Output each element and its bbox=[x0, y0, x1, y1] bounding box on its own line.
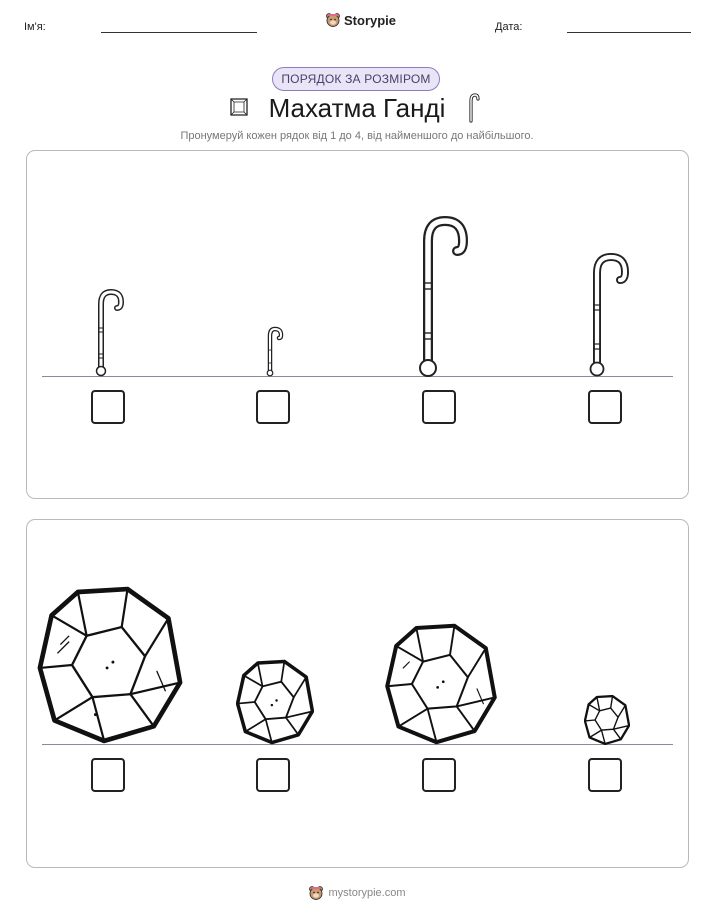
category-badge: ПОРЯДОК ЗА РОЗМІРОМ bbox=[272, 67, 440, 91]
ground-line bbox=[42, 376, 673, 377]
number-box[interactable] bbox=[91, 758, 125, 792]
number-box[interactable] bbox=[422, 390, 456, 424]
cane-item bbox=[262, 326, 284, 378]
crystal-item bbox=[584, 695, 630, 745]
number-box[interactable] bbox=[588, 758, 622, 792]
number-box[interactable] bbox=[588, 390, 622, 424]
instruction-text: Пронумеруй кожен рядок від 1 до 4, від найменшого до найбільшого. bbox=[180, 130, 534, 142]
ground-line bbox=[42, 744, 673, 745]
name-label: Ім'я: bbox=[24, 21, 46, 33]
crystal-item bbox=[236, 658, 314, 746]
cane-item bbox=[88, 288, 124, 378]
crystal-item bbox=[385, 623, 497, 745]
sort-row-crystals bbox=[26, 519, 689, 868]
number-box[interactable] bbox=[256, 758, 290, 792]
date-label: Дата: bbox=[495, 21, 523, 33]
cane-item bbox=[411, 213, 471, 378]
sort-row-canes bbox=[26, 150, 689, 499]
footer bbox=[0, 885, 714, 901]
cane-item bbox=[583, 251, 631, 378]
footer-url[interactable]: mystorypie.com bbox=[328, 887, 406, 899]
storypie-logo bbox=[325, 12, 396, 28]
number-box[interactable] bbox=[91, 390, 125, 424]
bear-mascot-icon bbox=[325, 12, 341, 28]
date-field[interactable] bbox=[567, 32, 691, 33]
name-field[interactable] bbox=[101, 32, 257, 33]
page-title: Махатма Ганді bbox=[268, 93, 446, 123]
bear-mascot-icon bbox=[308, 885, 324, 901]
cane-icon bbox=[466, 93, 480, 123]
number-box[interactable] bbox=[422, 758, 456, 792]
crystal-item bbox=[37, 586, 183, 744]
brand-name: Storypie bbox=[344, 12, 397, 28]
number-box[interactable] bbox=[256, 390, 290, 424]
